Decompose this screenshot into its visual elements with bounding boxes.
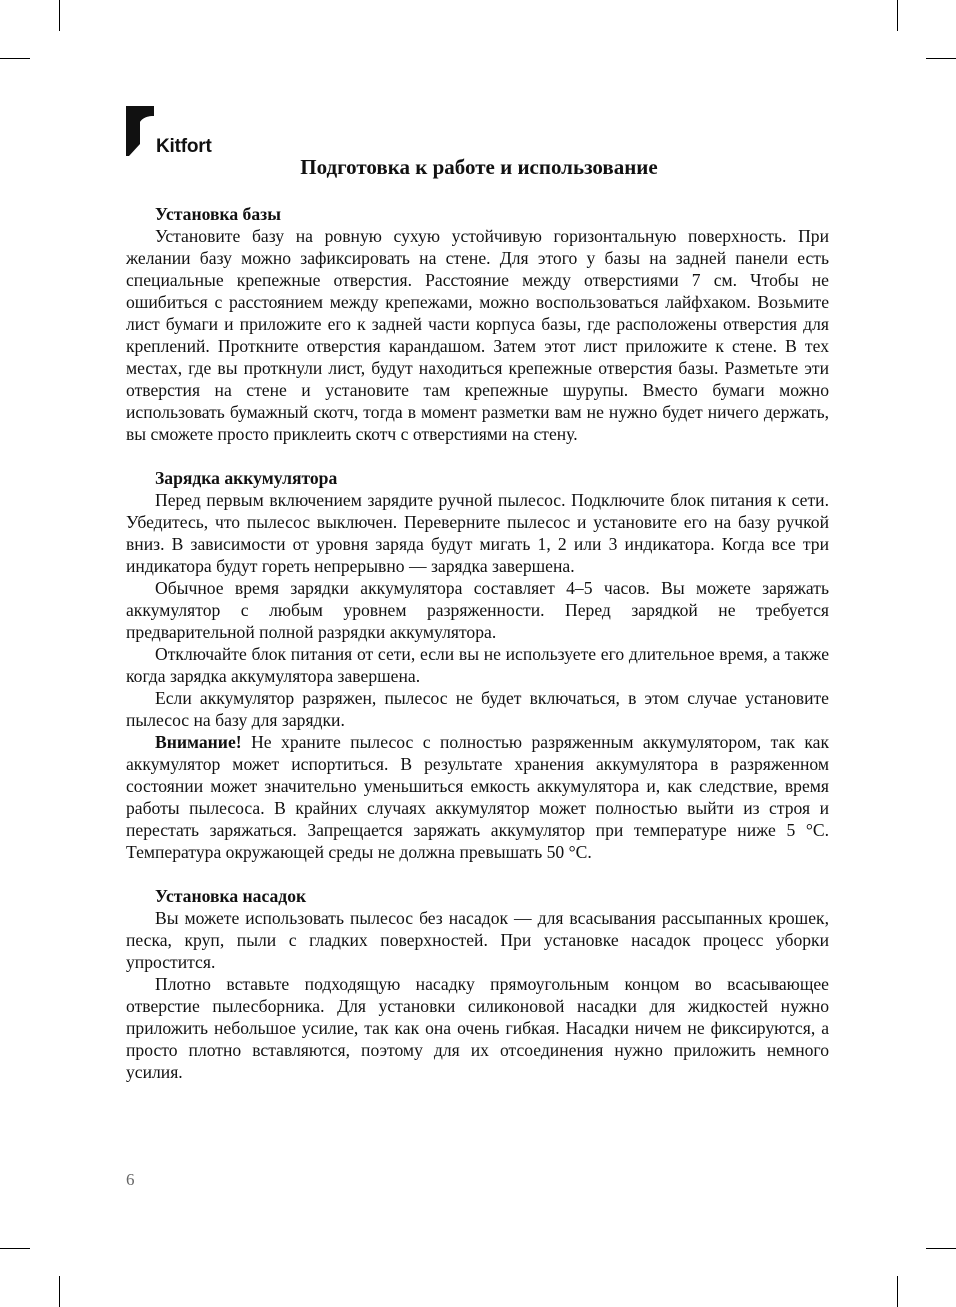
brand-logo: [126, 106, 236, 158]
section-battery-charging: [126, 467, 829, 863]
crop-mark: [0, 1248, 30, 1249]
paragraph: Отключайте блок питания от сети, если вы не используете его длительное время, а также когда зарядка аккумулятора завершена.: [126, 644, 829, 686]
section-heading: Зарядка аккумулятора: [155, 468, 338, 488]
section-heading: Установка насадок: [155, 886, 307, 906]
paragraph: Установите базу на ровную сухую устойчивую горизонтальную поверхность. При желании базу можно зафиксировать на стене. Для этого у базы на задней панели есть специальные крепежные отверстия. Расстояние между отверстиями 7 см. Чтобы не ошибиться с расстоянием между крепежами, можно воспользоваться лайфхаком. Возьмите лист бумаги и приложите его к задней части корпуса базы, где расположены отверстия для креплений. Проткните отверстия карандашом. Затем этот лист приложите к стене. В тех местах, где вы проткнули лист, будут находиться крепежные отверстия базы. Разметьте эти отверстия на стене и установите там крепежные шурупы. Вместо бумаги можно использовать бумажный скотч, тогда в момент разметки вам не нужно будет ничего держать, вы сможете просто приклеить скотч с отверстиями на стену.: [126, 226, 829, 444]
warning-text: Не храните пылесос с полностью разряженным аккумулятором, так как аккумулятор может испортиться. В результате хранения аккумулятора в разряженном состоянии может значительно уменьшиться емкость аккумулятора и, как следствие, время работы пылесоса. В крайних случаях аккумулятор может полностью выйти из строя и перестать заряжаться. Запрещается заряжать аккумулятор при температуре ниже 5 °С. Температура окружающей среды не должна превышать 50 °С.: [126, 732, 829, 862]
brand-name: Kitfort: [156, 136, 212, 157]
paragraph: Перед первым включением зарядите ручной пылесос. Подключите блок питания к сети. Убедитесь, что пылесос выключен. Переверните пылесос и установите его на базу ручкой вниз. В зависимости от уровня заряда будут мигать 1, 2 или 3 индикатора. Когда все три индикатора будут гореть непрерывно — зарядка завершена.: [126, 490, 829, 576]
paragraph: Обычное время зарядки аккумулятора составляет 4–5 часов. Вы можете заряжать аккумулятор с любым уровнем разряженности. Перед зарядкой не требуется предварительной полной разрядки аккумулятора.: [126, 578, 829, 642]
document-body: [126, 203, 829, 1083]
warning-paragraph: [126, 731, 829, 863]
crop-mark: [926, 1248, 956, 1249]
page-title: Подготовка к работе и использование: [300, 155, 658, 179]
page-number: 6: [126, 1170, 135, 1189]
paragraph: Плотно вставьте подходящую насадку прямоугольным концом во всасывающее отверстие пылесборника. Для установки силиконовой насадки для жидкостей нужно приложить небольшое усилие, так как она очень гибкая. Насадки ничем не фиксируются, а просто плотно вставляются, поэтому для их отсоединения нужно приложить немного усилия.: [126, 974, 829, 1082]
crop-mark: [926, 58, 956, 59]
kitfort-logo-icon: [126, 106, 154, 156]
section-base-installation: [126, 203, 829, 445]
section-heading: Установка базы: [155, 204, 281, 224]
crop-mark: [59, 1276, 60, 1307]
crop-mark: [0, 58, 30, 59]
paragraph: Если аккумулятор разряжен, пылесос не будет включаться, в этом случае установите пылесос на базу для зарядки.: [126, 688, 829, 730]
warning-label: Внимание!: [155, 732, 242, 752]
section-attachments: [126, 885, 829, 1083]
crop-mark: [897, 1276, 898, 1307]
crop-mark: [897, 0, 898, 31]
paragraph: Вы можете использовать пылесос без насадок — для всасывания рассыпанных крошек, песка, круп, пыли с гладких поверхностей. При установке насадок процесс уборки упростится.: [126, 908, 829, 972]
crop-mark: [59, 0, 60, 31]
